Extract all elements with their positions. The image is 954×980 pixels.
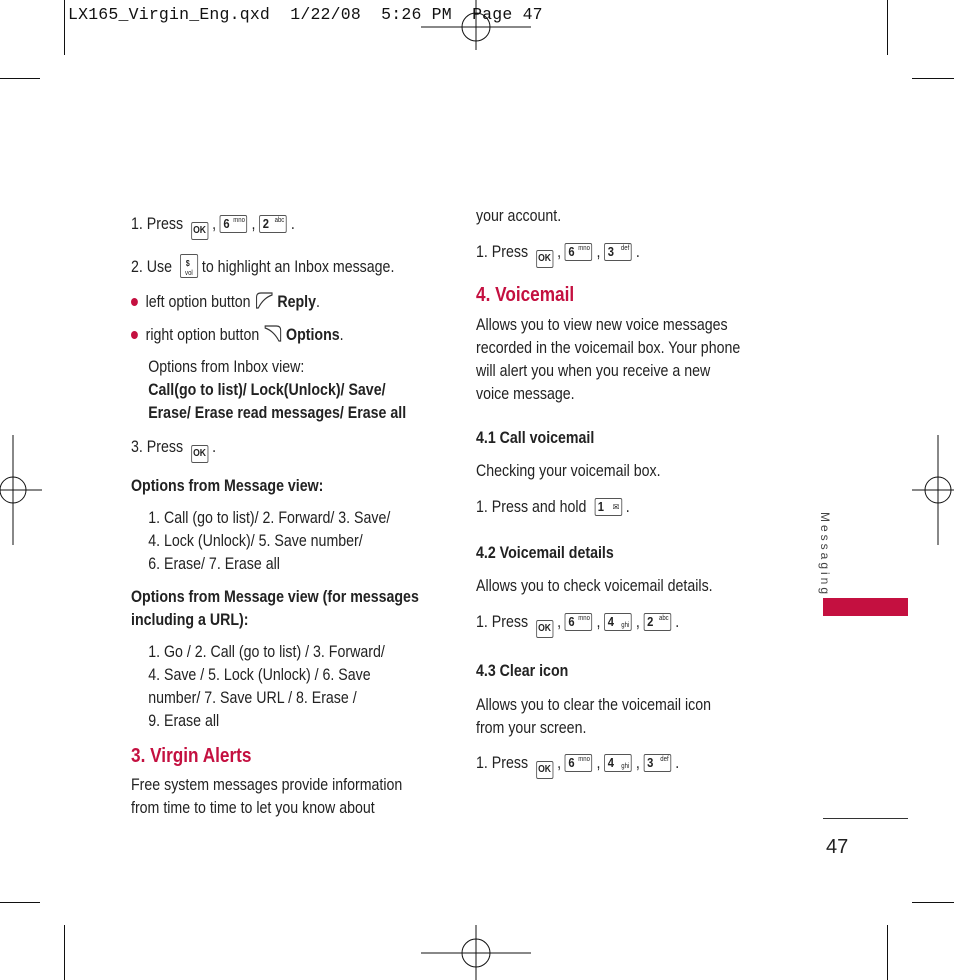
voicemail-body: Allows you to view new voice messages recorded in the voicemail box. Your phone will alert you when you receive a new voice message. bbox=[476, 316, 741, 403]
page-number: 47 bbox=[826, 836, 849, 858]
section-tab-bar bbox=[823, 598, 908, 616]
left-soft-key-icon bbox=[255, 290, 274, 310]
message-view-url-options: 1. Go / 2. Call (go to list) / 3. Forward/ 4. Save / 5. Lock (Unlock) / 6. Save number/ 7. Save URL / 8. Erase / 9. Erase all bbox=[148, 643, 385, 730]
ok-key-icon: OK bbox=[536, 761, 553, 779]
ok-key-icon: OK bbox=[191, 222, 208, 240]
key-3-icon: 3 def bbox=[604, 243, 632, 261]
key-4-icon: 4 ghi bbox=[604, 754, 632, 772]
step-press-hold-1: 1. Press and hold 1 ✉ . bbox=[476, 498, 630, 516]
key-2-icon: 2 abc bbox=[259, 215, 287, 233]
voicemail-details-body: Allows you to check voicemail details. bbox=[476, 577, 713, 595]
crop-mark bbox=[0, 902, 40, 903]
step-press-ok: 3. Press OK . bbox=[131, 436, 406, 463]
key-6-icon: 6 mno bbox=[565, 243, 593, 261]
key-6-icon: 6 mno bbox=[565, 754, 593, 772]
section-tab-label: Messaging bbox=[818, 512, 832, 598]
crop-mark bbox=[887, 0, 888, 55]
heading-clear-icon: 4.3 Clear icon bbox=[476, 662, 569, 680]
continued-text: your account. bbox=[476, 207, 562, 225]
right-column bbox=[476, 205, 743, 779]
step-press-ok-6-4-2: 1. Press OK , 6 mno , 4 ghi , 2 abc . bbox=[476, 611, 743, 638]
bullet-icon bbox=[131, 298, 138, 306]
heading-message-view-url: Options from Message view (for messages including a URL): bbox=[131, 588, 419, 629]
registration-mark-left bbox=[0, 435, 42, 545]
step-press-ok-6-4-3: 1. Press OK , 6 mno , 4 ghi , 3 def . bbox=[476, 752, 743, 779]
bullet-left-option: left option button Reply. bbox=[131, 290, 406, 314]
step-use-nav: 2. Use $ vol to highlight an Inbox message. bbox=[131, 254, 406, 279]
key-6-icon: 6 mno bbox=[220, 215, 248, 233]
navigation-key-icon: $ vol bbox=[180, 254, 198, 278]
key-4-icon: 4 ghi bbox=[604, 613, 632, 631]
registration-mark-right bbox=[912, 435, 954, 545]
left-column bbox=[131, 213, 419, 820]
crop-mark bbox=[0, 78, 40, 79]
key-3-icon: 3 def bbox=[644, 754, 672, 772]
ok-key-icon: OK bbox=[536, 250, 553, 268]
key-6-icon: 6 mno bbox=[565, 613, 593, 631]
ok-key-icon: OK bbox=[536, 620, 553, 638]
ok-key-icon: OK bbox=[191, 445, 208, 463]
call-voicemail-body: Checking your voicemail box. bbox=[476, 462, 661, 480]
heading-voicemail-details: 4.2 Voicemail details bbox=[476, 544, 614, 562]
heading-message-view: Options from Message view: bbox=[131, 477, 324, 495]
bullet-icon bbox=[131, 331, 138, 339]
key-2-icon: 2 abc bbox=[644, 613, 672, 631]
virgin-alerts-body: Free system messages provide information from time to time to let you know about bbox=[131, 776, 403, 817]
heading-voicemail: 4. Voicemail bbox=[476, 284, 575, 306]
page-number-rule bbox=[823, 818, 908, 819]
step-press-ok-6-2: 1. Press OK , 6 mno , 2 abc . bbox=[131, 213, 406, 240]
step-press-ok-6-3: 1. Press OK , 6 mno , 3 def . bbox=[476, 241, 743, 268]
file-slug: LX165_Virgin_Eng.qxd 1/22/08 5:26 PM Page 47 bbox=[68, 5, 543, 24]
registration-mark-bottom bbox=[421, 925, 531, 980]
crop-mark bbox=[64, 0, 65, 55]
crop-mark bbox=[912, 902, 954, 903]
right-soft-key-icon bbox=[263, 323, 282, 343]
heading-call-voicemail: 4.1 Call voicemail bbox=[476, 429, 595, 447]
heading-virgin-alerts: 3. Virgin Alerts bbox=[131, 745, 252, 767]
crop-mark bbox=[64, 925, 65, 980]
bullet-right-option: right option button Options. bbox=[131, 323, 406, 347]
clear-icon-body: Allows you to clear the voicemail icon from your screen. bbox=[476, 696, 712, 737]
crop-mark bbox=[887, 925, 888, 980]
crop-mark bbox=[912, 78, 954, 79]
message-view-options: 1. Call (go to list)/ 2. Forward/ 3. Save/ 4. Lock (Unlock)/ 5. Save number/ 6. Erase/ 7. Erase all bbox=[148, 509, 391, 573]
key-1-voicemail-icon: 1 ✉ bbox=[594, 498, 622, 516]
inbox-options: Options from Inbox view: Call(go to list)/ Lock(Unlock)/ Save/ Erase/ Erase read messages/ Erase all bbox=[148, 358, 407, 422]
